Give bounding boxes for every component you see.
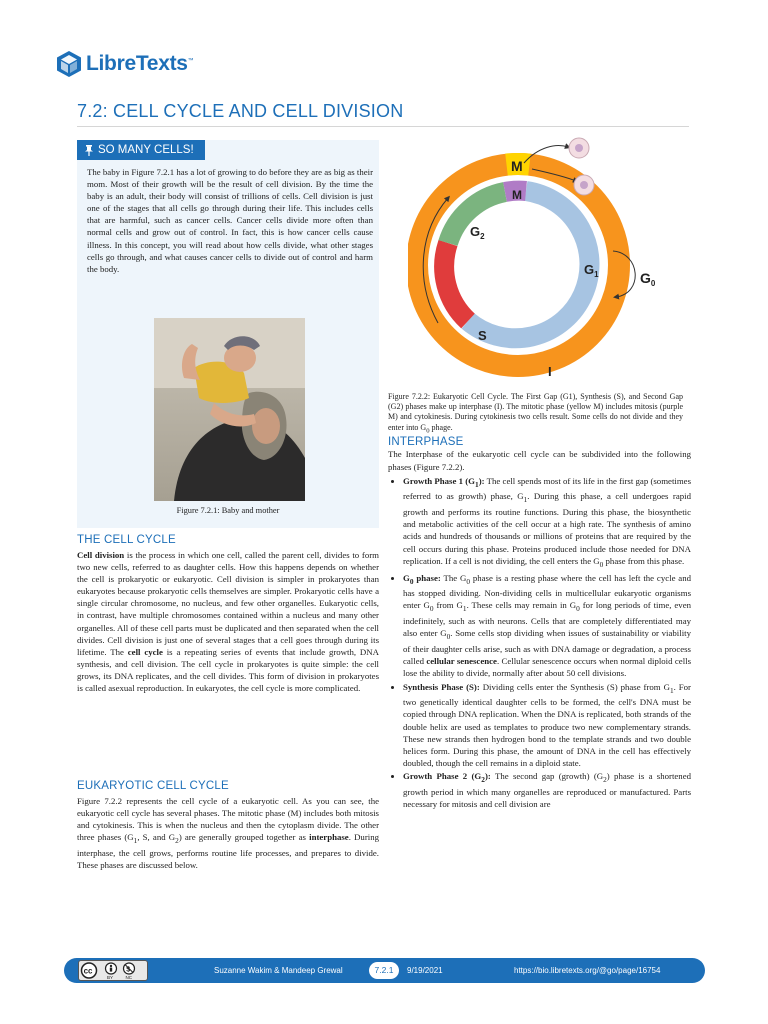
- list-item: • Growth Phase 2 $(G_2)$: The second gap (growth) $(G_2)$ phase is a shortened growth period in which many organelles are reproduced or manufactured. Parts necessary for mitosis and cell division are: [403, 770, 691, 810]
- m-outer-label: M: [511, 158, 523, 174]
- cell-cycle-paragraph: Cell division is the process in which one cell, called the parent cell, divides to form two new cells, referred to as daughter cells. How this happens depends on whether the cell is prokaryotic or eukaryotic. Cell division is simpler in prokaryotes than eukaryotes because prokaryotic cells themselves are simpler. Prokaryotic cells have a single circular chromosome, no nucleus, and few other organelles. Eukaryotic cells, in contrast, have multiple chromosomes contained within a nucleus and many other organelles. All of these cell parts must be duplicated and then separated when the cell divides. Cell division is just one of several stages that a cell goes through during its lifetime. The cell cycle is a repeating series of events that include growth, DNA synthesis, and cell division. The cell cycle in prokaryotes is quite simple: the cell grows, its DNA replicates, and the cell divides. This form of division in prokaryotes is called asexual reproduction. In eukaryotes, the cell cycle is more complicated.: [77, 550, 380, 694]
- interphase-intro: The Interphase of the eukaryotic cell cycle can be subdivided into the following phases (Figure 7.2.2).: [388, 449, 691, 472]
- cc-license-badge[interactable]: [78, 960, 148, 981]
- s-segment: [444, 243, 468, 321]
- daughter-cell-bottom-nucleus: [580, 181, 588, 189]
- cell-cycle-heading: THE CELL CYCLE: [77, 534, 176, 546]
- svg-text:$: $: [126, 966, 131, 974]
- cc-icon: [79, 961, 149, 980]
- figure-caption: Figure 7.2.2: Eukaryotic Cell Cycle. The First Gap (G1), Synthesis (S), and Second Gap (G2) phases make up interphase (I). The mitotic phase (yellow M) includes mitosis (purple M) and cytokinesis. During cytokinesis two cells result. Some cells do not divide and they enter into $G_0$ phage.: [388, 392, 683, 435]
- libretexts-logo[interactable]: [56, 50, 193, 78]
- svg-text:cc: cc: [83, 966, 93, 976]
- photo-caption: Figure 7.2.1: Baby and mother: [176, 506, 280, 515]
- pin-icon: [85, 145, 93, 156]
- eukaryotic-cycle-paragraph: Figure 7.2.2 represents the cell cycle of a eukaryotic cell. As you can see, the eukaryotic cell cycle has several phases. The mitotic phase (M) includes both mitosis and cytokinesis. This is when the nucleus and then the cytoplasm divide. The other three phases ($G_1$, S, and $G_2$) are generally grouped together as interphase. During interphase, the cell grows, performs routine life processes, and prepares to divide. These phases are discussed below.: [77, 796, 379, 871]
- callout-title: SO MANY CELLS!: [98, 144, 194, 156]
- daughter-cell-top-nucleus: [575, 144, 583, 152]
- right-column: [388, 392, 691, 811]
- logo-text: LibreTexts™: [86, 52, 194, 75]
- interphase-heading: INTERPHASE: [388, 436, 464, 449]
- m-inner-label: M: [512, 188, 522, 202]
- g0-label: $G_0$: [640, 270, 656, 288]
- title-divider: [77, 126, 689, 127]
- footer-url[interactable]: https://bio.libretexts.org/@go/page/16754: [514, 966, 661, 975]
- phase-list: [388, 475, 691, 810]
- list-item: • $G_0$ phase: The $G_0$ phase is a resting phase where the cell has left the cycle and has stopped dividing. Non-dividing cells in multicellular eukaryotic organisms enter $G_0$ from $G_1$. These cells may remain in $G_0$ for long periods of time, even indefinitely, such as with neurons. Cells that are completely differentiated may also enter $G_0$. Some cells stop dividing when issues of sustainability or viability of their daughter cells arise, such as with DNA damage or degradation, a process called cellular senescence. Cellular senescence occurs when normal diploid cells lose the ability to divide, normally after about 50 cell divisions.: [403, 572, 691, 680]
- page-title: 7.2: CELL CYCLE AND CELL DIVISION: [77, 101, 404, 121]
- eukaryotic-cycle-heading: EUKARYOTIC CELL CYCLE: [77, 780, 229, 792]
- callout-header: [77, 140, 205, 160]
- footer-authors: Suzanne Wakim & Mandeep Grewal: [214, 966, 343, 975]
- g2-label: $G_2$: [470, 224, 485, 241]
- intro-callout: [77, 140, 379, 528]
- baby-and-mother-photo: [154, 318, 305, 501]
- page-number: 7.2.1: [369, 962, 399, 979]
- page-footer: [64, 958, 705, 983]
- s-label: S: [478, 328, 487, 343]
- left-column: [77, 140, 380, 871]
- list-item: • Growth Phase 1 $(G_1)$: The cell spends most of its life in the first gap (sometimes referred to as growth) phase, $G_1$. During this phase, a cell undergoes rapid growth and performs its routine functions. During this phase, the biosynthetic and metabolic activities of the cell occur at a high rate. The synthesis of amino acids and hundreds of thousands or millions of proteins that are required by the cell occurs during this phase. Proteins produced include those needed for DNA replication. If a cell is not dividing, the cell enters the $G_0$ phase from this phase.: [403, 475, 691, 571]
- g1-segment: [468, 191, 589, 338]
- libretexts-cube-icon: [56, 50, 82, 78]
- svg-text:NC: NC: [125, 975, 132, 980]
- i-label: I: [548, 364, 552, 379]
- cell-cycle-diagram: [408, 133, 678, 385]
- svg-text:BY: BY: [107, 975, 114, 980]
- list-item: • Synthesis Phase (S): Dividing cells enter the Synthesis (S) phase from $G_1$. For two genetically identical daughter cells to be formed, the cell's DNA must be copied through DNA replication. When the DNA is replicated, both strands of the double helix are used as templates to produce two new complementary strands. These new strands then hydrogen bond to the template strands and two double helices form. During this phase, the amount of DNA in the cell has effectively doubled, though the cell remains in a diploid state.: [403, 681, 691, 769]
- footer-date: 9/19/2021: [407, 966, 443, 975]
- callout-text: The baby in Figure 7.2.1 has a lot of growing to do before they are as big as their mom. Most of their growth will be the result of cell division. By the time the baby is an adult, their body will consist of trillions of cells. Cell division is just one of the stages that all cells go through during their life. This includes cells that are harmful, such as cancer cells. Cancer cells divide more often than normal cells and grow out of control. In fact, this is how cancer cells cause illness. In this concept, you will read about how cells divide, what other stages cells go through, and what causes cancer cells to divide out of control and harm the body.: [87, 167, 373, 274]
- g1-label: $G_1$: [584, 262, 599, 279]
